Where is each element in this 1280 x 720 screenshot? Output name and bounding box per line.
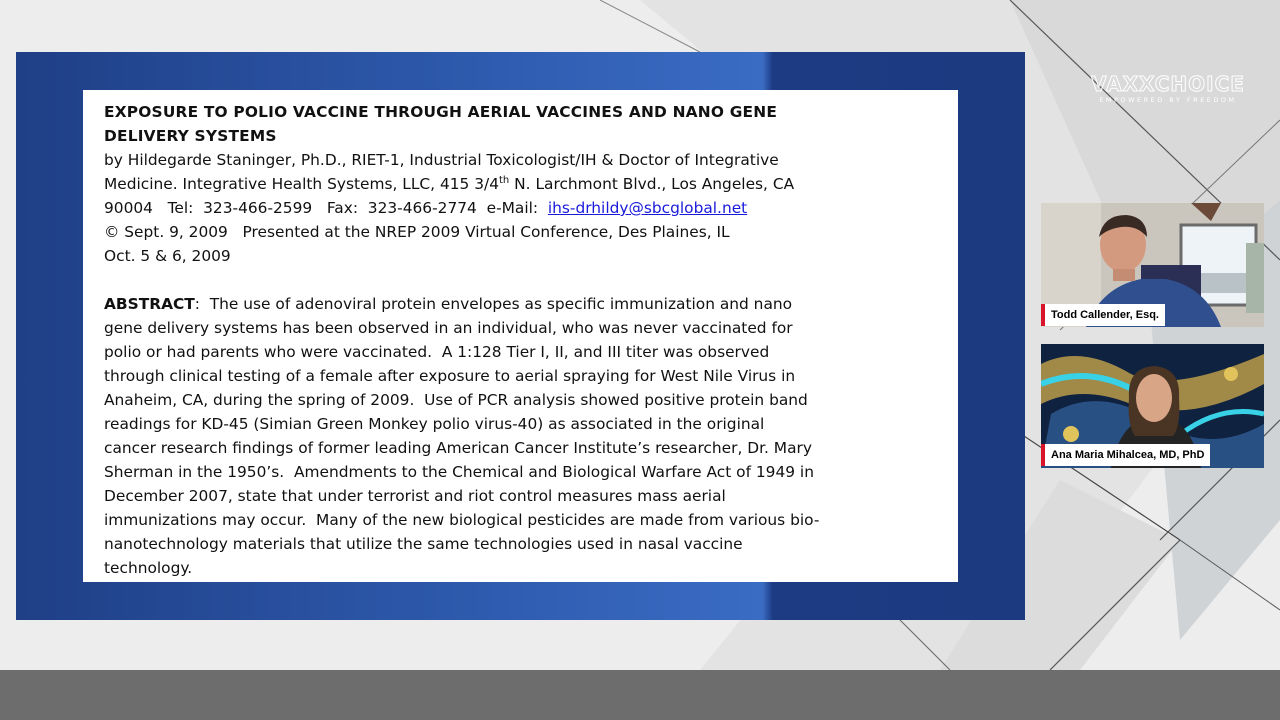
abstract-line-7: cancer research findings of former leading American Cancer Institute’s researcher, Dr. Mary bbox=[104, 439, 812, 457]
email-link[interactable]: ihs-drhildy@sbcglobal.net bbox=[547, 199, 748, 217]
byline-2-part-a: Medicine. Integrative Health Systems, LLC, 415 3/4 bbox=[104, 175, 499, 193]
abstract-text-1: : The use of adenoviral protein envelopes as specific immunization and nano bbox=[194, 295, 793, 313]
byline-2-part-b: N. Larchmont Blvd., Los Angeles, CA bbox=[509, 175, 795, 193]
participant-video-tile[interactable] bbox=[1041, 344, 1264, 468]
document-title-line-2: DELIVERY SYSTEMS bbox=[104, 127, 277, 145]
bottom-bar bbox=[0, 670, 1280, 720]
participant-video-tile[interactable] bbox=[1041, 203, 1264, 327]
participant-name-tag: Todd Callender, Esq. bbox=[1041, 304, 1165, 326]
abstract-line-8: Sherman in the 1950’s. Amendments to the Chemical and Biological Warfare Act of 1949 in bbox=[104, 463, 814, 481]
byline-2 bbox=[104, 172, 937, 196]
abstract-label: ABSTRACT bbox=[104, 295, 195, 313]
abstract-line-9: December 2007, state that under terrorist and riot control measures mass aerial bbox=[104, 487, 726, 505]
abstract-line-1 bbox=[104, 292, 937, 316]
byline-1: by Hildegarde Staninger, Ph.D., RIET-1, Industrial Toxicologist/IH & Doctor of Integrative bbox=[104, 151, 779, 169]
contact-prefix: 90004 Tel: 323-466-2599 Fax: 323-466-2774 e-Mail: bbox=[104, 199, 548, 217]
participant-name-tag: Ana Maria Mihalcea, MD, PhD bbox=[1041, 444, 1210, 466]
logo-tagline: EMPOWERED BY FREEDOM bbox=[1099, 96, 1237, 104]
abstract-line-4: through clinical testing of a female after exposure to aerial spraying for West Nile Virus in bbox=[104, 367, 796, 385]
contact-line bbox=[104, 196, 937, 220]
byline-2-superscript: th bbox=[499, 174, 510, 186]
abstract-line-2: gene delivery systems has been observed in an individual, who was never vaccinated for bbox=[104, 319, 793, 337]
abstract-line-12: technology. bbox=[104, 559, 193, 577]
abstract-line-10: immunizations may occur. Many of the new biological pesticides are made from various bio- bbox=[104, 511, 820, 529]
abstract-line-3: polio or had parents who were vaccinated. A 1:128 Tier I, II, and III titer was observed bbox=[104, 343, 770, 361]
abstract-line-6: readings for KD-45 (Simian Green Monkey polio virus-40) as associated in the original bbox=[104, 415, 765, 433]
date-line-2: Oct. 5 & 6, 2009 bbox=[104, 247, 231, 265]
abstract-line-5: Anaheim, CA, during the spring of 2009. Use of PCR analysis showed positive protein band bbox=[104, 391, 808, 409]
brand-logo bbox=[1088, 72, 1248, 104]
abstract-line-11: nanotechnology materials that utilize the same technologies used in nasal vaccine bbox=[104, 535, 743, 553]
document-title-line-1: EXPOSURE TO POLIO VACCINE THROUGH AERIAL VACCINES AND NANO GENE bbox=[104, 103, 778, 121]
document-excerpt bbox=[83, 90, 958, 582]
paragraph-spacer bbox=[104, 268, 937, 292]
logo-wordmark: VAXXCHOICE bbox=[1091, 72, 1245, 96]
date-line: © Sept. 9, 2009 Presented at the NREP 2009 Virtual Conference, Des Plaines, IL bbox=[104, 223, 730, 241]
